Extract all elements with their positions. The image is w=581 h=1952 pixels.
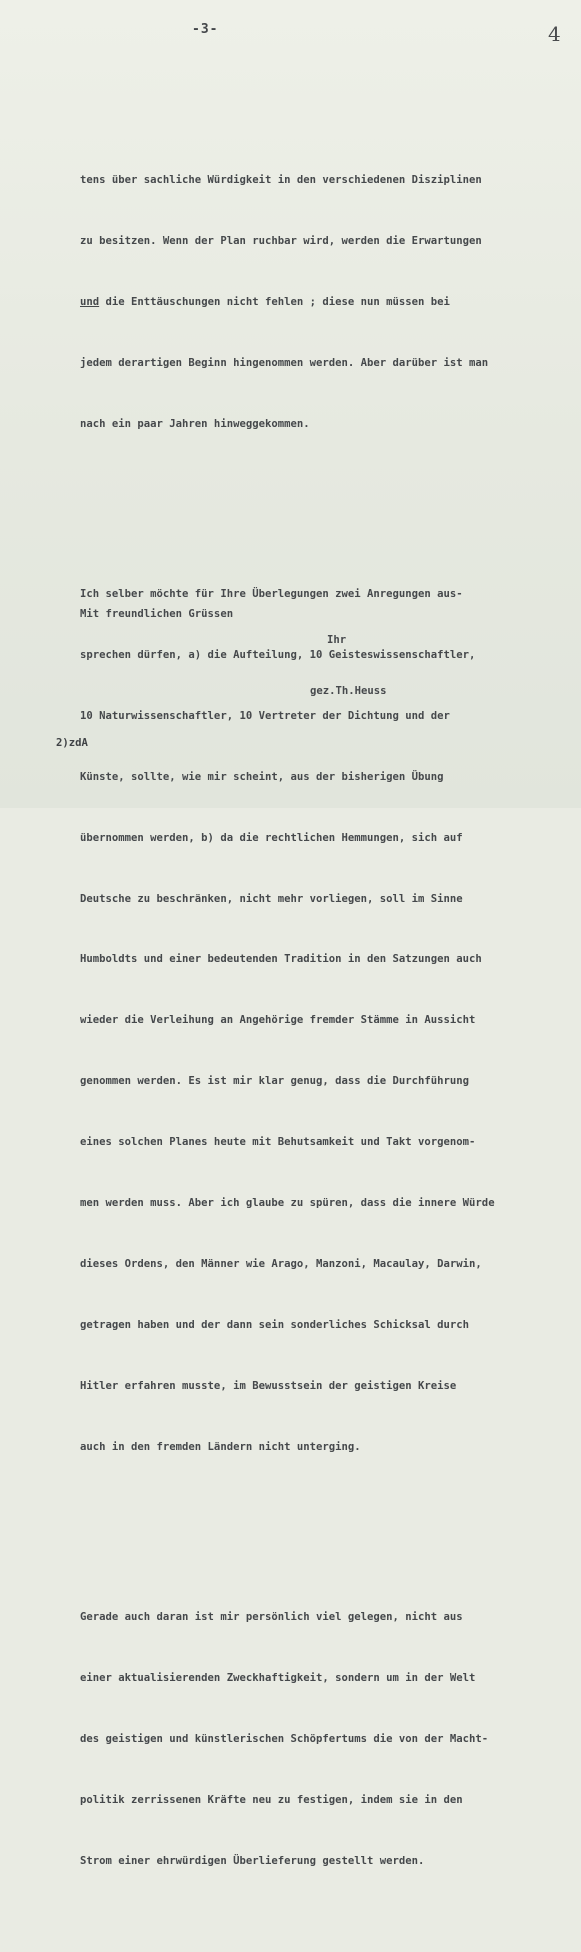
text-line: nach ein paar Jahren hinweggekommen. [80,417,310,430]
text-line: Ich selber möchte für Ihre Überlegungen zwei Anregungen aus- [80,588,463,601]
sheet-number-mark: 4 [548,22,561,46]
text-line: Strom einer ehrwürdigen Überlieferung gestellt werden. [80,1854,425,1867]
text-line: zu besitzen. Wenn der Plan ruchbar wird, werden die Erwartungen [80,235,482,248]
text-line: 10 Naturwissenschaftler, 10 Vertreter der Dichtung und der [80,709,450,722]
text-line: einer aktualisierenden Zweckhaftigkeit, sondern um in der Welt [80,1671,476,1684]
text-line-rest: die Enttäuschungen nicht fehlen ; diese nun müssen bei [99,295,450,308]
closing-greeting: Mit freundlichen Grüssen [80,608,234,620]
text-line: Humboldts und einer bedeutenden Tradition in den Satzungen auch [80,953,482,966]
text-line: auch in den fremden Ländern nicht unterging. [80,1440,361,1453]
text-line: dieses Ordens, den Männer wie Arago, Manzoni, Macaulay, Darwin, [80,1257,482,1270]
letter-body [80,89,581,1952]
text-line: jedem derartigen Beginn hingenommen werden. Aber darüber ist man [80,356,489,369]
text-line: getragen haben und der dann sein sonderliches Schicksal durch [80,1318,470,1331]
text-line: Gerade auch daran ist mir persönlich viel gelegen, nicht aus [80,1610,463,1623]
paragraph-3 [80,1566,581,1911]
text-line: Künste, sollte, wie mir scheint, aus der bisherigen Übung [80,770,444,783]
filing-note: 2)zdA [56,737,88,749]
text-line: Hitler erfahren musste, im Bewusstsein der geistigen Kreise [80,1379,457,1392]
paragraph-1 [80,130,581,475]
text-line: Deutsche zu beschränken, nicht mehr vorliegen, soll im Sinne [80,892,463,905]
text-line: des geistigen und künstlerischen Schöpfertums die von der Macht- [80,1732,489,1745]
page-number: -3- [192,22,219,37]
text-line: genommen werden. Es ist mir klar genug, dass die Durchführung [80,1075,470,1088]
text-line: wieder die Verleihung an Angehörige fremder Stämme in Aussicht [80,1014,476,1027]
text-line: übernommen werden, b) da die rechtlichen Hemmungen, sich auf [80,831,463,844]
text-line: eines solchen Planes heute mit Behutsamkeit und Takt vorgenom- [80,1136,476,1149]
signature: gez.Th.Heuss [310,685,387,697]
text-line [80,292,581,312]
text-line: men werden muss. Aber ich glaube zu spüren, dass die innere Würde [80,1197,495,1210]
text-line: tens über sachliche Würdigkeit in den verschiedenen Disziplinen [80,174,482,187]
underlined-word: und [80,295,100,308]
closing-ihr: Ihr [327,634,347,646]
text-line: politik zerrissenen Kräfte neu zu festigen, indem sie in den [80,1793,463,1806]
text-line: sprechen dürfen, a) die Aufteilung, 10 Geisteswissenschaftler, [80,649,476,662]
